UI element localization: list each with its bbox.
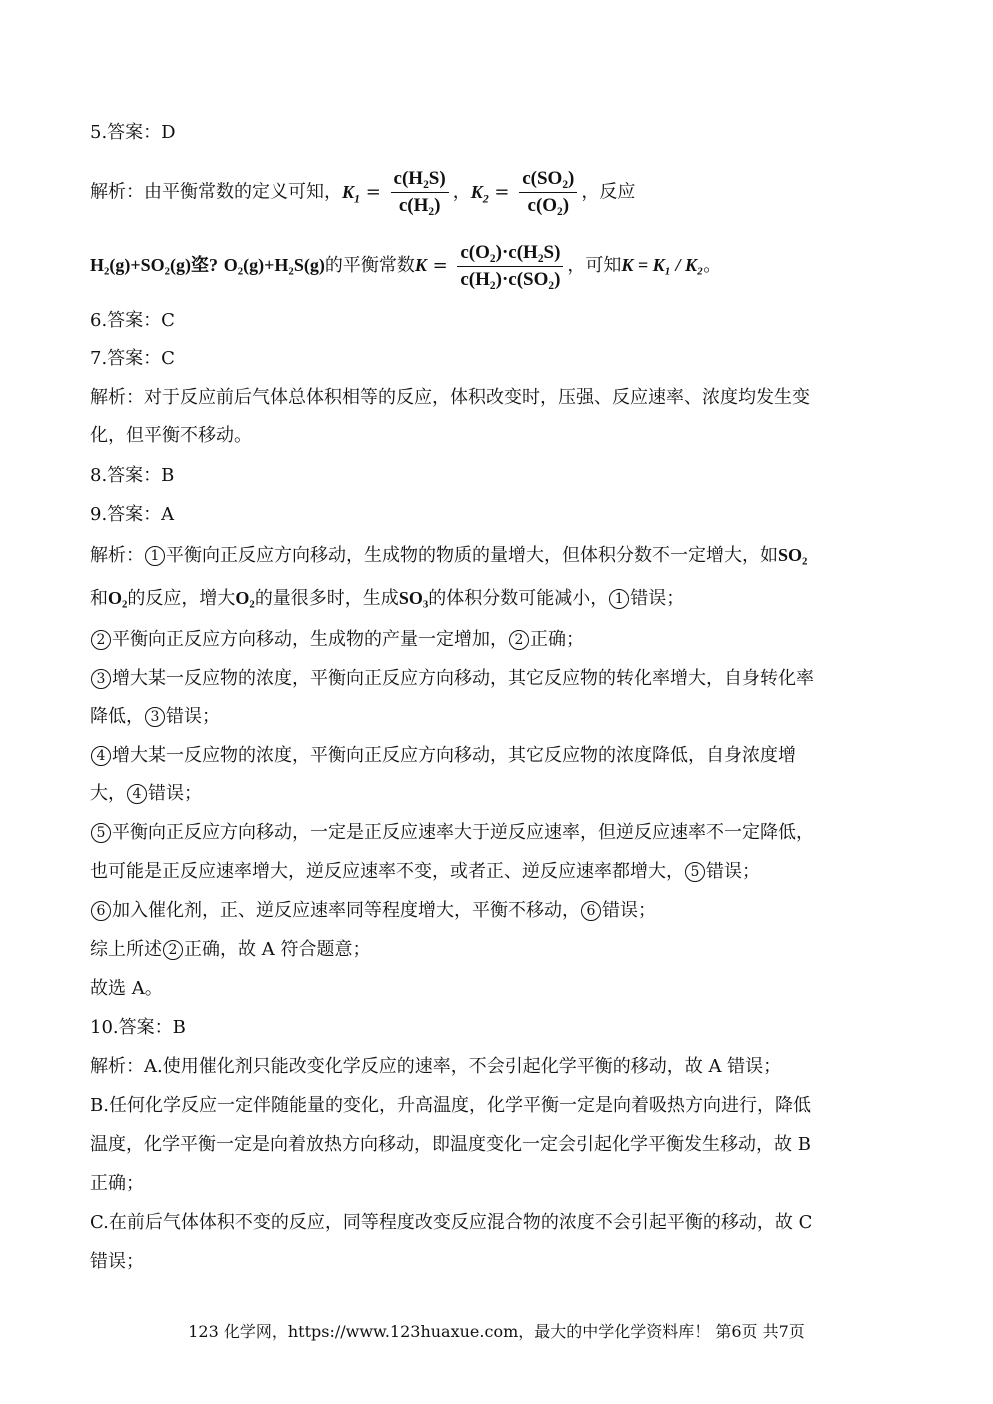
equals-sign: =	[360, 181, 387, 203]
text: 加入催化剂，正、逆反应速率同等程度增大，平衡不移动，	[112, 900, 580, 921]
o2-formula: O₂	[235, 588, 255, 608]
explanation-9-line-9	[90, 857, 760, 887]
explanation-9-line-10	[90, 896, 656, 926]
k-fraction	[457, 240, 563, 293]
explanation-5-intro: 解析：由平衡常数的定义可知，	[90, 181, 342, 203]
k2-numerator: c(SO₂)	[519, 166, 577, 193]
text: 错误；	[148, 783, 202, 804]
k-numerator: c(O₂)·c(H₂S)	[457, 240, 563, 267]
k-denominator: c(H₂)·c(SO₂)	[460, 268, 561, 290]
circled-number: 4	[91, 746, 111, 766]
k1-denominator: c(H₂)	[398, 195, 441, 216]
circled-number: 2	[91, 630, 111, 650]
circled-number: 5	[91, 823, 111, 843]
text: 大，	[90, 783, 126, 804]
so2-formula: SO₂	[778, 545, 808, 565]
k1-numerator: c(H₂S)	[391, 166, 449, 193]
k2-symbol: $K_2$	[470, 181, 489, 206]
answer-5: 5.答案：D	[90, 122, 176, 143]
explanation-5-suffix: ，反应	[581, 181, 636, 203]
circled-number: 6	[91, 901, 111, 921]
text: 错误；	[602, 900, 656, 921]
circled-number: 3	[91, 669, 111, 689]
explanation-9-line-12: 故选 A。	[90, 978, 163, 999]
answer-8: 8.答案：B	[90, 465, 175, 486]
reaction-left: H₂(g)+SO₂(g)	[90, 255, 192, 275]
text: 的量很多时，生成	[254, 588, 399, 609]
circled-number: 2	[163, 940, 183, 960]
text: 平衡向正反应方向移动，一定是正反应速率大于逆反应速率，但逆反应速率不一定降低，	[112, 822, 814, 843]
text: 增大某一反应物的浓度，平衡向正反应方向移动，其它反应物的转化率增大，自身转化率	[112, 668, 814, 689]
text: 的体积分数可能减小，	[428, 588, 609, 609]
text: 平衡向正反应方向移动，生成物的物质的量增大，但体积分数不一定增大，如	[166, 545, 778, 566]
explanation-7-line-1: 解析：对于反应前后气体总体积相等的反应，体积改变时，压强、反应速率、浓度均发生变	[90, 387, 810, 408]
text: 解析：	[90, 545, 144, 566]
explanation-9-line-4	[90, 664, 814, 694]
circled-number: 1	[145, 546, 165, 566]
explanation-9-line-2	[90, 583, 684, 613]
explanation-5-line-2	[90, 238, 721, 292]
explanation-10-line-2: B.任何化学反应一定伴随能量的变化，升高温度，化学平衡一定是向着吸热方向进行，降低	[90, 1095, 811, 1116]
text: 平衡向正反应方向移动，生成物的产量一定增加，	[112, 629, 508, 650]
circled-number: 4	[127, 784, 147, 804]
k2-denominator: c(O₂)	[527, 195, 570, 216]
circled-number: 3	[145, 707, 165, 727]
text: 正确，故 A 符合题意；	[184, 939, 371, 960]
period: 。	[703, 255, 722, 276]
k2-fraction	[519, 166, 577, 219]
answer-9: 9.答案：A	[90, 504, 175, 525]
separator: ，	[452, 181, 471, 203]
text: 综上所述	[90, 939, 162, 960]
equals-sign: =	[488, 181, 516, 203]
explanation-9-line-3	[90, 625, 584, 655]
explanation-9-line-5	[90, 702, 220, 732]
k-symbol: K	[414, 255, 427, 275]
explanation-9-line-8	[90, 818, 814, 848]
equals-sign: =	[426, 255, 454, 276]
k1-fraction	[391, 166, 449, 219]
reaction-arrow: 垐?	[191, 255, 219, 275]
reaction-right: O₂(g)+H₂S(g)	[223, 255, 325, 275]
explanation-5-line-1	[90, 166, 635, 216]
explanation-10-line-1: 解析：A.使用催化剂只能改变化学反应的速率，不会引起化学平衡的移动，故 A 错误；	[90, 1056, 782, 1077]
explanation-10-line-6: 错误；	[90, 1251, 144, 1272]
page-footer: 123 化学网，https://www.123huaxue.com，最大的中学化学资料库！ 第6页 共7页	[188, 1322, 805, 1341]
text: 降低，	[90, 706, 144, 727]
explanation-9-line-11	[90, 935, 370, 965]
conclusion-text: ，可知	[567, 255, 622, 276]
text: 和	[90, 588, 108, 609]
explanation-9-line-7	[90, 779, 202, 809]
explanation-7-line-2: 化，但平衡不移动。	[90, 425, 252, 446]
circled-number: 5	[685, 862, 705, 882]
explanation-9-line-6	[90, 741, 796, 771]
circled-number: 1	[609, 589, 629, 609]
circled-number: 2	[509, 630, 529, 650]
o2-formula: O₂	[108, 588, 128, 608]
text: 错误；	[706, 861, 760, 882]
answer-10: 10.答案：B	[90, 1017, 186, 1038]
text: 错误；	[166, 706, 220, 727]
k1-symbol: $K_1$	[342, 181, 361, 206]
equilibrium-constant-text: 的平衡常数	[324, 255, 415, 276]
text: 错误；	[630, 588, 685, 609]
so3-formula: SO₃	[398, 588, 429, 608]
explanation-10-line-4: 正确；	[90, 1173, 144, 1194]
answer-7: 7.答案：C	[90, 348, 175, 369]
text: 正确；	[530, 629, 584, 650]
text: 的反应，增大	[127, 588, 236, 609]
explanation-9-line-1	[90, 540, 807, 570]
text: 也可能是正反应速率增大，逆反应速率不变，或者正、逆反应速率都增大，	[90, 861, 684, 882]
k-relation-formula: K = K₁ / K₂	[621, 255, 704, 275]
text: 增大某一反应物的浓度，平衡向正反应方向移动，其它反应物的浓度降低，自身浓度增	[112, 745, 796, 766]
circled-number: 6	[581, 901, 601, 921]
explanation-10-line-3: 温度，化学平衡一定是向着放热方向移动，即温度变化一定会引起化学平衡发生移动，故 B	[90, 1134, 811, 1155]
explanation-10-line-5: C.在前后气体体积不变的反应，同等程度改变反应混合物的浓度不会引起平衡的移动，故 C	[90, 1212, 813, 1233]
answer-6: 6.答案：C	[90, 310, 175, 331]
